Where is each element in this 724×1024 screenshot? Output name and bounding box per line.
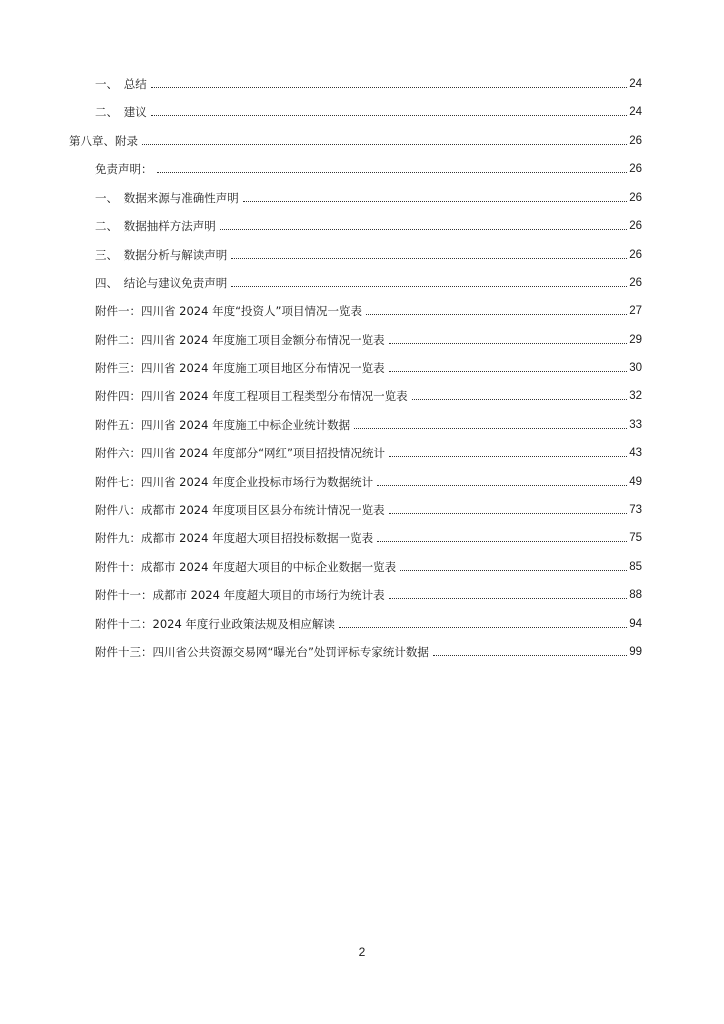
toc-entry[interactable] [95, 190, 642, 206]
dot-leader [220, 228, 627, 230]
dot-leader [389, 512, 628, 514]
dot-leader [354, 427, 627, 429]
toc-entry-label: 附件十一：成都市 2024 年度超大项目的市场行为统计表 [95, 588, 385, 602]
toc-entry[interactable] [95, 303, 642, 319]
toc-entry[interactable] [95, 417, 642, 433]
toc-entry-label: 二、 数据抽样方法声明 [95, 219, 216, 233]
dot-leader [389, 597, 628, 599]
toc-entry-page: 29 [629, 334, 642, 346]
dot-leader [243, 200, 627, 202]
dot-leader [389, 370, 628, 372]
dot-leader [377, 484, 627, 486]
toc-entry-label: 二、 建议 [95, 105, 147, 119]
toc-entry-label: 一、 数据来源与准确性声明 [95, 191, 239, 205]
toc-entry-page: 43 [629, 447, 642, 459]
dot-leader [339, 626, 627, 628]
dot-leader [389, 455, 627, 457]
toc-entry-label: 附件十：成都市 2024 年度超大项目的中标企业数据一览表 [95, 560, 397, 574]
toc-entry-label: 免责声明： [95, 162, 153, 176]
toc-entry-page: 26 [629, 220, 642, 232]
dot-leader [389, 342, 628, 344]
toc-entry-label: 一、 总结 [95, 77, 147, 91]
toc-entry-label: 附件九：成都市 2024 年度超大项目招投标数据一览表 [95, 531, 374, 545]
toc-entry[interactable] [95, 474, 642, 490]
toc-entry-label: 四、 结论与建议免责声明 [95, 276, 228, 290]
toc-entry-label: 附件五：四川省 2024 年度施工中标企业统计数据 [95, 418, 351, 432]
toc-entry-page: 24 [629, 106, 642, 118]
dot-leader [377, 540, 627, 542]
toc-entry[interactable] [95, 445, 642, 461]
toc-entry[interactable] [95, 332, 642, 348]
dot-leader [412, 398, 628, 400]
toc-entry-page: 94 [629, 618, 642, 630]
toc-entry[interactable] [95, 275, 642, 291]
toc-entry-page: 26 [629, 249, 642, 261]
toc-entry[interactable] [95, 644, 642, 660]
toc-entry[interactable] [95, 616, 642, 632]
toc-entry-page: 99 [629, 646, 642, 658]
toc-entry-page: 75 [629, 532, 642, 544]
dot-leader [366, 313, 627, 315]
dot-leader [157, 171, 628, 173]
toc-entry-label: 附件三：四川省 2024 年度施工项目地区分布情况一览表 [95, 361, 385, 375]
toc-entry-page: 49 [629, 476, 642, 488]
dot-leader [400, 569, 627, 571]
toc-entry-label: 附件六：四川省 2024 年度部分“网红”项目招投情况统计 [95, 446, 385, 460]
toc-entry-page: 24 [629, 78, 642, 90]
page-number: 2 [358, 945, 366, 959]
toc-entry-page: 32 [629, 390, 642, 402]
toc-entry-page: 85 [629, 561, 642, 573]
dot-leader [151, 114, 627, 116]
toc-entry[interactable] [95, 104, 642, 120]
toc-entry[interactable] [95, 247, 642, 263]
toc-entry-page: 26 [629, 163, 642, 175]
dot-leader [231, 285, 627, 287]
toc-entry[interactable] [95, 559, 642, 575]
toc-entry[interactable] [95, 76, 642, 92]
toc-entry-page: 26 [629, 135, 642, 147]
toc-entry[interactable] [69, 133, 642, 149]
toc-entry[interactable] [95, 502, 642, 518]
dot-leader [142, 143, 627, 145]
toc-entry[interactable] [95, 218, 642, 234]
toc-entry[interactable] [95, 161, 642, 177]
toc-entry-page: 88 [629, 589, 642, 601]
toc-entry-page: 27 [629, 305, 642, 317]
toc-entry-label: 附件十二：2024 年度行业政策法规及相应解读 [95, 617, 335, 631]
toc-entry-label: 附件七：四川省 2024 年度企业投标市场行为数据统计 [95, 475, 374, 489]
dot-leader [151, 86, 627, 88]
toc-entry-label: 附件四：四川省 2024 年度工程项目工程类型分布情况一览表 [95, 389, 408, 403]
toc-entry-page: 33 [629, 419, 642, 431]
toc-entry-label: 附件一：四川省 2024 年度“投资人”项目情况一览表 [95, 304, 362, 318]
toc-entry[interactable] [95, 388, 642, 404]
toc-entry-label: 附件八：成都市 2024 年度项目区县分布统计情况一览表 [95, 503, 385, 517]
toc-entry[interactable] [95, 530, 642, 546]
toc-entry[interactable] [95, 360, 642, 376]
toc-entry-label: 三、 数据分析与解读声明 [95, 248, 228, 262]
toc-entry-page: 30 [629, 362, 642, 374]
toc-entry-label: 附件十三：四川省公共资源交易网“曝光台”处罚评标专家统计数据 [95, 645, 429, 659]
dot-leader [433, 654, 627, 656]
toc-entry-page: 73 [629, 504, 642, 516]
dot-leader [231, 257, 627, 259]
toc-entry-label: 附件二：四川省 2024 年度施工项目金额分布情况一览表 [95, 333, 385, 347]
toc-entry-page: 26 [629, 277, 642, 289]
toc-entry-label: 第八章、附录 [69, 134, 138, 148]
toc-entry[interactable] [95, 587, 642, 603]
toc-entry-page: 26 [629, 192, 642, 204]
